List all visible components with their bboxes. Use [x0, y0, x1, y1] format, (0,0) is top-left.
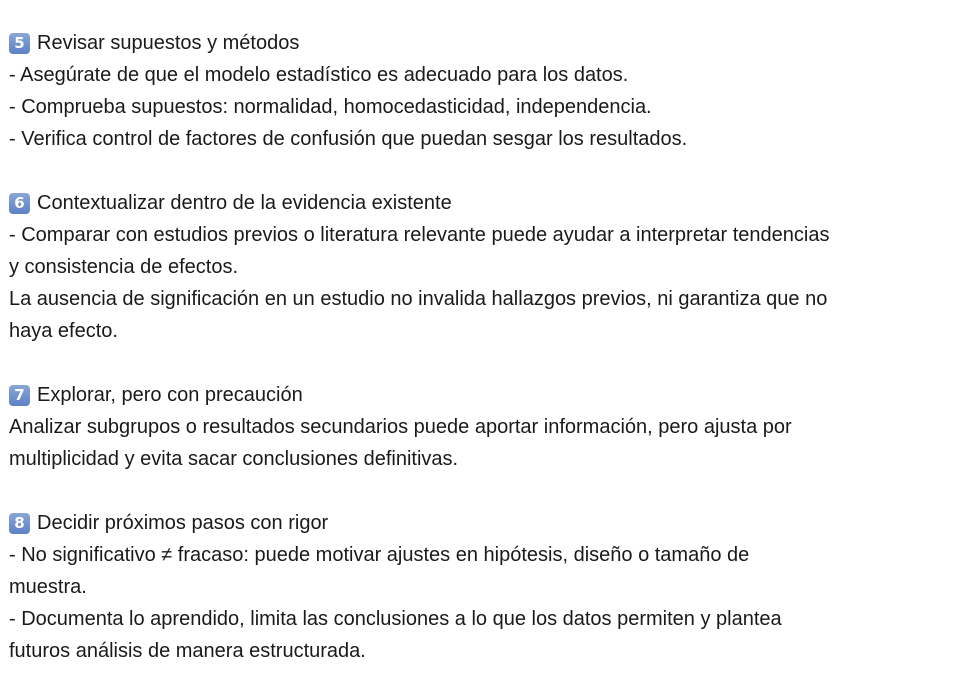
- keycap-6-icon: 6: [9, 193, 30, 214]
- section-heading: [9, 507, 949, 539]
- keycap-5-icon: 5: [9, 33, 30, 54]
- keycap-8-icon: 8: [9, 513, 30, 534]
- keycap-7-icon: 7: [9, 385, 30, 406]
- text-line: - Comparar con estudios previos o literatura relevante puede ayudar a interpretar tendencias: [9, 224, 830, 246]
- section-revisar-supuestos: [9, 27, 949, 155]
- text-line: Analizar subgrupos o resultados secundarios puede aportar información, pero ajusta por: [9, 416, 792, 438]
- text-line: - No significativo ≠ fracaso: puede motivar ajustes en hipótesis, diseño o tamaño de: [9, 544, 750, 566]
- section-title: Explorar, pero con precaución: [37, 384, 303, 406]
- text-line: y consistencia de efectos.: [9, 256, 239, 278]
- section-decidir: [9, 507, 949, 667]
- text-line: - Comprueba supuestos: normalidad, homocedasticidad, independencia.: [9, 96, 652, 118]
- text-line: haya efecto.: [9, 320, 118, 342]
- section-title: Revisar supuestos y métodos: [37, 32, 300, 54]
- section-heading: [9, 379, 949, 411]
- text-line: La ausencia de significación en un estudio no invalida hallazgos previos, ni garantiza que no: [9, 288, 828, 310]
- text-line: - Asegúrate de que el modelo estadístico es adecuado para los datos.: [9, 64, 629, 86]
- text-line: - Verifica control de factores de confusión que puedan sesgar los resultados.: [9, 128, 688, 150]
- text-line: - Documenta lo aprendido, limita las conclusiones a lo que los datos permiten y plantea: [9, 608, 782, 630]
- section-title: Decidir próximos pasos con rigor: [37, 512, 329, 534]
- text-line: multiplicidad y evita sacar conclusiones definitivas.: [9, 448, 459, 470]
- text-line: futuros análisis de manera estructurada.: [9, 640, 366, 662]
- message-content: [9, 27, 949, 667]
- text-line: muestra.: [9, 576, 87, 598]
- section-heading: [9, 187, 949, 219]
- section-heading: [9, 27, 949, 59]
- section-title: Contextualizar dentro de la evidencia existente: [37, 192, 452, 214]
- section-contextualizar: [9, 187, 949, 347]
- section-explorar: [9, 379, 949, 475]
